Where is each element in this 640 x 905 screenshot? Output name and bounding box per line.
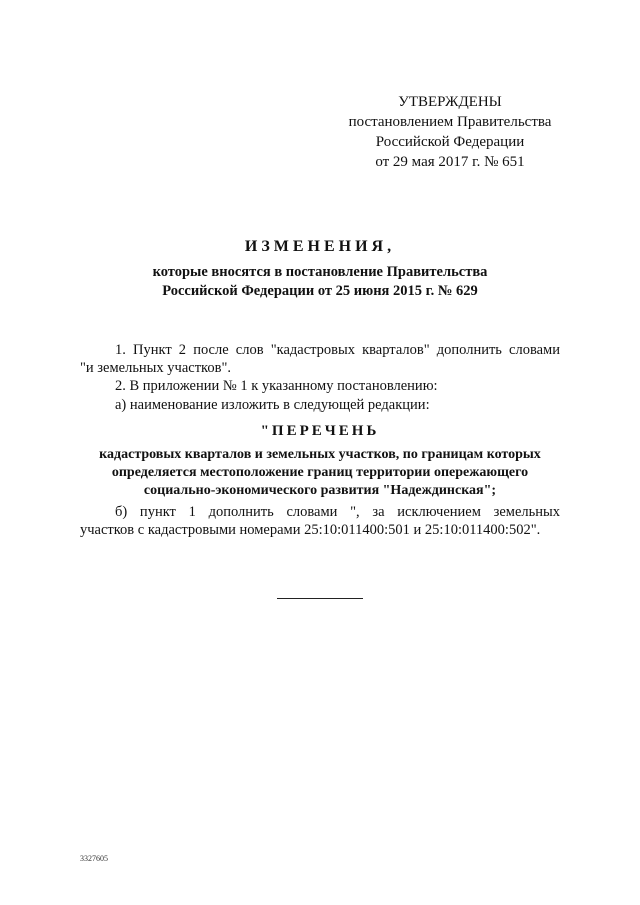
- item-2a: а) наименование изложить в следующей редакции:: [115, 397, 430, 413]
- perechen-line: кадастровых кварталов и земельных участков, по границам которых: [99, 447, 541, 462]
- document-title: ИЗМЕНЕНИЯ,: [244, 238, 396, 255]
- item-1-line-2: "и земельных участков".: [80, 360, 232, 376]
- perechen-line: определяется местоположение границ территории опережающего: [111, 465, 529, 480]
- approval-date-number: от 29 мая 2017 г. № 651: [375, 154, 525, 170]
- item-2: 2. В приложении № 1 к указанному постановлению:: [115, 378, 438, 394]
- item-1-line-1: 1. Пункт 2 после слов "кадастровых кварталов" дополнить словами: [115, 342, 560, 358]
- approval-heading: УТВЕРЖДЕНЫ: [398, 94, 502, 110]
- document-subtitle: [90, 263, 550, 301]
- item-b-line-2: участков с кадастровыми номерами 25:10:011400:501 и 25:10:011400:502".: [80, 522, 541, 538]
- approval-line: Российской Федерации: [375, 134, 525, 150]
- item-b-line-1: б) пункт 1 дополнить словами ", за исключением земельных: [115, 504, 560, 520]
- subtitle-line: которые вносятся в постановление Правительства: [152, 264, 488, 280]
- approval-line: постановлением Правительства: [348, 114, 552, 130]
- perechen-description: [78, 446, 562, 500]
- perechen-heading: "ПЕРЕЧЕНЬ: [260, 423, 380, 439]
- subtitle-line: Российской Федерации от 25 июня 2015 г. № 629: [162, 283, 478, 299]
- perechen-line: социально-экономического развития "Надеждинская";: [143, 483, 497, 498]
- document-code: 3327605: [80, 854, 108, 863]
- end-divider: [277, 598, 363, 599]
- approval-block: [330, 92, 570, 172]
